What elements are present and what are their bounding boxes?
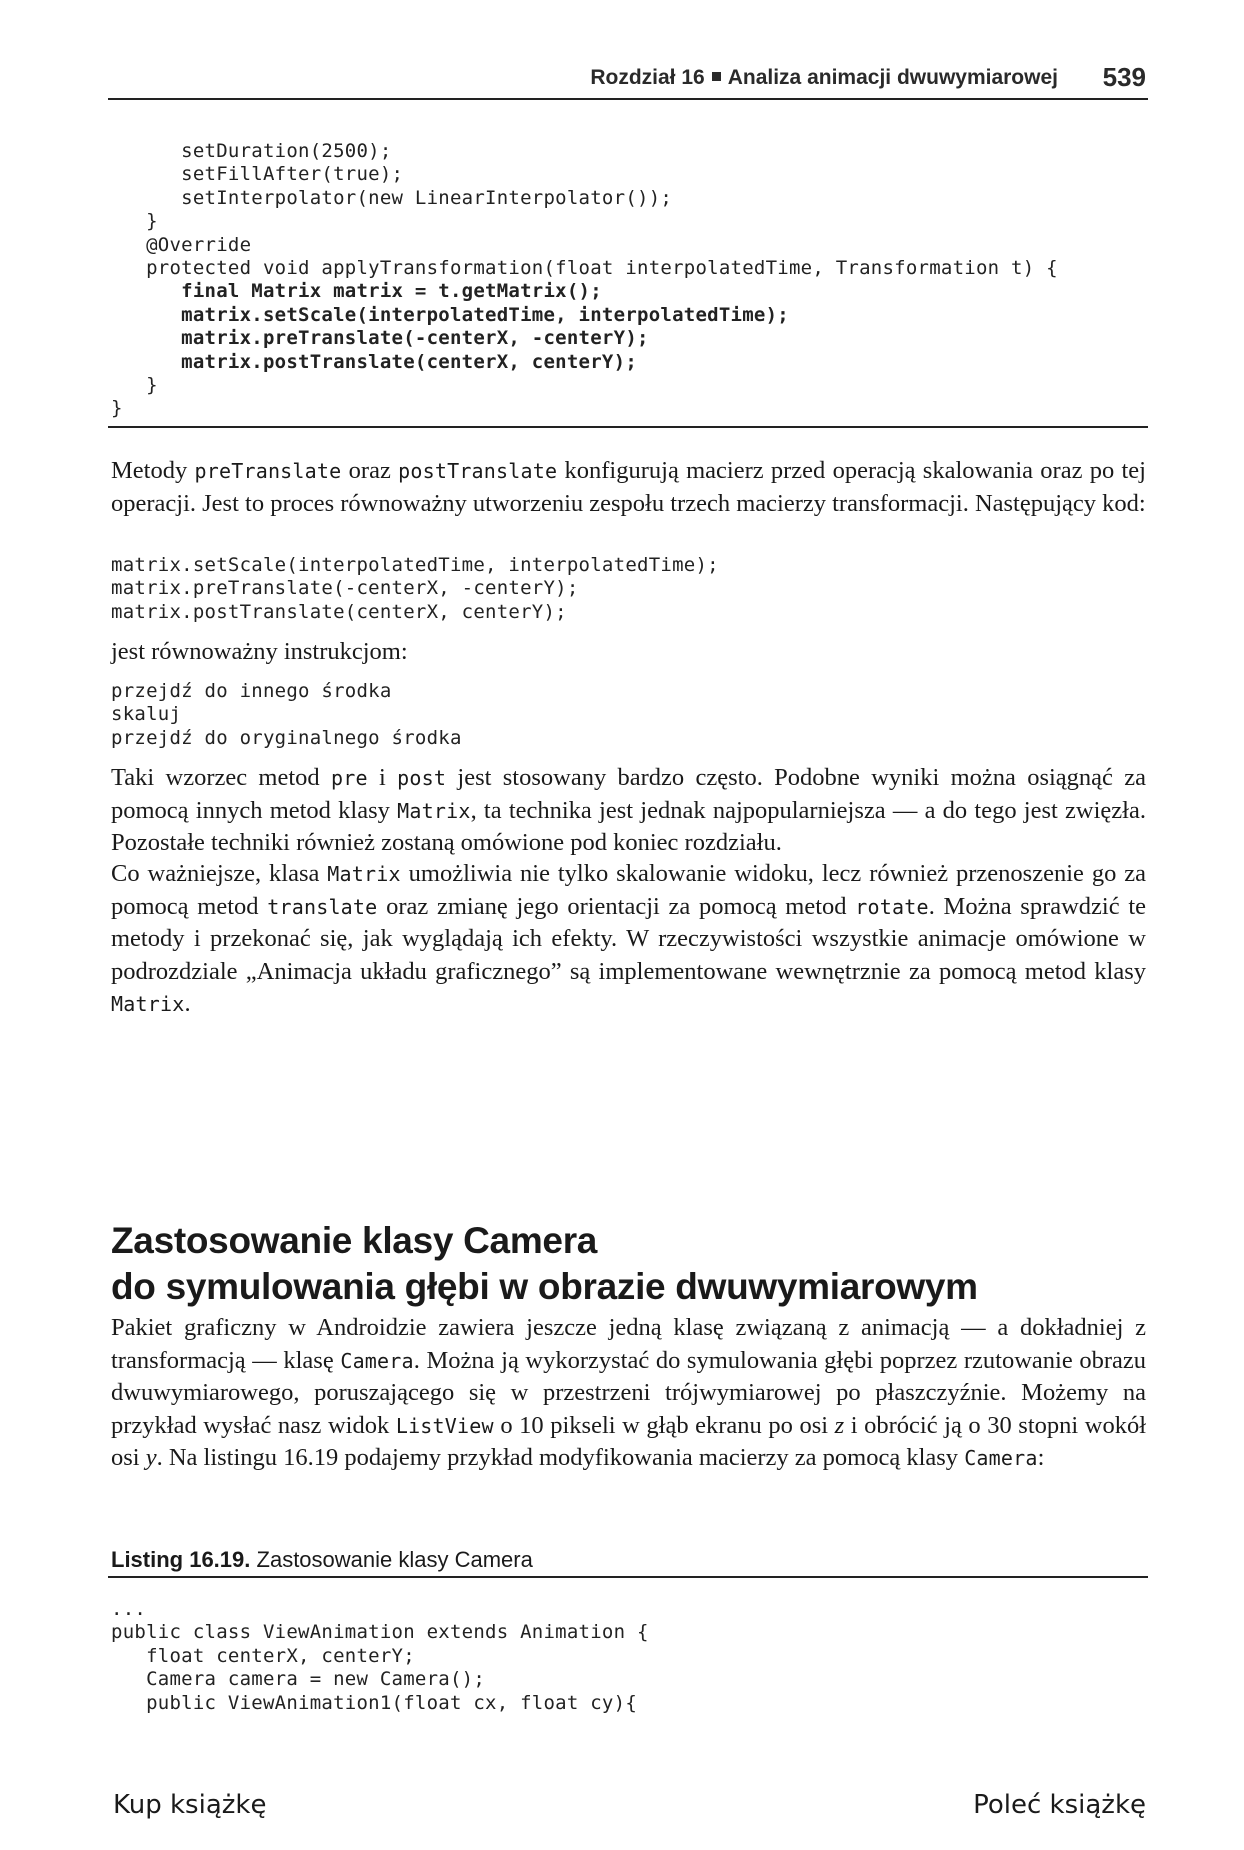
code-line: matrix.preTranslate(-centerX, -centerY); <box>111 327 649 350</box>
recommend-book-link[interactable]: Poleć książkę <box>973 1790 1146 1820</box>
page-number: 539 <box>1102 62 1146 92</box>
section-heading <box>111 1218 1151 1310</box>
square-bullet-icon <box>712 72 721 81</box>
buy-book-link[interactable]: Kup książkę <box>113 1790 267 1820</box>
code-line: } <box>111 373 158 396</box>
inline-code: Camera <box>964 1446 1038 1470</box>
inline-code: postTranslate <box>398 459 558 483</box>
code-line: matrix.preTranslate(-centerX, -centerY); <box>111 577 579 600</box>
chapter-label: Rozdział 16 <box>590 66 705 89</box>
inline-code: preTranslate <box>194 459 342 483</box>
inline-code: Matrix <box>327 862 401 886</box>
heading-line-1: Zastosowanie klasy Camera <box>111 1220 598 1261</box>
listing-title: Zastosowanie klasy Camera <box>256 1547 533 1572</box>
code-line: final Matrix matrix = t.getMatrix(); <box>111 280 602 303</box>
code-line: setDuration(2500); <box>111 140 392 162</box>
code-listing <box>111 1598 649 1715</box>
code-sample <box>111 554 719 624</box>
inline-code: rotate <box>855 894 929 919</box>
inline-code: ListView <box>395 1413 494 1438</box>
listing-label: Listing 16.19. <box>111 1547 251 1572</box>
code-line: @Override <box>111 233 252 256</box>
code-line: Camera camera = new Camera(); <box>111 1668 486 1691</box>
paragraph: Metody preTranslate oraz postTranslate konfigurują macierz przed operacją skalowania oraz po tej operacji. Jest to proces równoważny utworzeniu zespołu trzech macierzy transformacji. Następujący kod: <box>111 457 1146 517</box>
inline-code: pre <box>330 766 368 790</box>
inline-code: post <box>397 766 447 790</box>
code-line: ... <box>111 1598 147 1620</box>
listing-caption <box>111 1547 533 1573</box>
code-line: protected void applyTransformation(float interpolatedTime, Transformation t) { <box>111 256 1058 279</box>
paragraph: Co ważniejsze, klasa Matrix umożliwia nie tylko skalowanie widoku, lecz również przenoszenie go za pomocą metod translate oraz zmianę jego orientacji za pomocą metod rotate. Można sprawdzić te metody i przekonać się, jak wyglądają ich efekty. W rzeczywistości wszystkie animacje omówione w podrozdziale „Animacja układu graficznego” są implementowane wewnętrznie za pomocą metod klasy Matrix. <box>111 860 1147 1017</box>
code-line: public ViewAnimation1(float cx, float cy){ <box>111 1691 638 1714</box>
paragraph: Pakiet graficzny w Androidzie zawiera jeszcze jedną klasę związaną z animacją — a dokładniej z transformacją — klasę Camera. Można ją wykorzystać do symulowania głębi poprzez rzutowanie obrazu dwuwymiarowego, poruszającego się w przestrzeni trójwymiarowej po płaszczyźnie. Możemy na przykład wysłać nasz widok ListView o 10 pikseli w głąb ekranu po osi z i obrócić ją o 30 stopni wokół osi y. Na listingu 16.19 podajemy przykład modyfikowania macierzy za pomocą klasy Camera: <box>111 1314 1147 1471</box>
listing-end-rule <box>108 426 1148 428</box>
code-line: public class ViewAnimation extends Animation { <box>111 1621 649 1644</box>
code-line: matrix.postTranslate(centerX, centerY); <box>111 350 638 373</box>
code-sample <box>111 680 462 750</box>
code-line: matrix.setScale(interpolatedTime, interpolatedTime); <box>111 554 719 576</box>
code-line: skaluj <box>111 703 182 726</box>
code-line: matrix.setScale(interpolatedTime, interpolatedTime); <box>111 303 789 326</box>
heading-line-2: do symulowania głębi w obrazie dwuwymiarowym <box>111 1266 978 1307</box>
inline-code: translate <box>267 894 378 919</box>
page-header <box>108 60 1148 100</box>
code-line: float centerX, centerY; <box>111 1644 415 1667</box>
running-head <box>590 66 1058 90</box>
code-line: matrix.postTranslate(centerX, centerY); <box>111 600 567 623</box>
code-line: } <box>111 397 123 420</box>
inline-code: Camera <box>340 1348 414 1373</box>
paragraph: Taki wzorzec metod pre i post jest stosowany bardzo często. Podobne wyniki można osiągnąć za pomocą innych metod klasy Matrix, ta technika jest jednak najpopularniejsza — a do tego jest zwięzła. Pozostałe techniki również zostaną omówione pod koniec rozdziału. <box>111 764 1146 856</box>
code-line: przejdź do innego środka <box>111 680 392 702</box>
code-line: setFillAfter(true); <box>111 163 404 186</box>
code-line: przejdź do oryginalnego środka <box>111 726 462 749</box>
inline-code: Matrix <box>111 992 185 1016</box>
chapter-title: Analiza animacji dwuwymiarowej <box>727 66 1058 89</box>
inline-code: Matrix <box>397 798 471 823</box>
code-line: setInterpolator(new LinearInterpolator()); <box>111 186 673 209</box>
paragraph: jest równoważny instrukcjom: <box>111 638 408 665</box>
code-listing-continued <box>111 140 1058 421</box>
code-line: } <box>111 210 158 233</box>
listing-start-rule <box>108 1576 1148 1578</box>
